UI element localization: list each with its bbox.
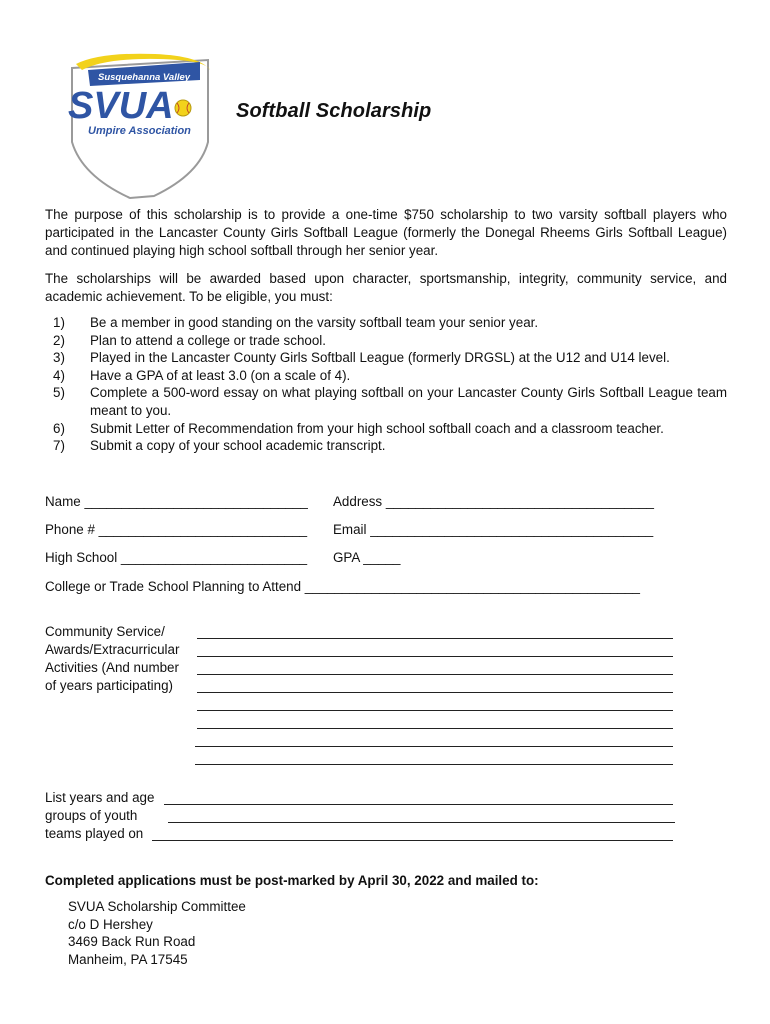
label-line: Community Service/ [45,624,165,639]
community-service-line[interactable] [197,728,673,729]
list-item-text: Complete a 500-word essay on what playing softball on your Lancaster County Girls Softball League team meant to you. [90,385,727,418]
list-item-text: Plan to attend a college or trade school. [90,332,326,348]
list-item [45,349,727,367]
address-line: Manheim, PA 17545 [68,951,188,967]
list-item-number: 3) [53,350,65,366]
criteria-paragraph: The scholarships will be awarded based upon character, sportsmanship, integrity, community service, and academic achievement. To be eligible, you must: [45,271,727,304]
list-item-number: 4) [53,367,65,383]
label-line: List years and age [45,790,155,805]
purpose-paragraph: The purpose of this scholarship is to provide a one-time $750 scholarship to two varsity softball players who participated in the Lancaster County Girls Softball League (formerly the Donegal Rheems Girls Softball League) and continued playing high school softball through her senior year. [45,207,727,258]
page-title: Softball Scholarship [236,100,432,122]
mailing-address [68,898,246,968]
list-item [45,367,727,385]
address-line: c/o D Hershey [68,916,153,932]
list-item-text: Submit Letter of Recommendation from your high school softball coach and a classroom teacher. [90,420,664,436]
svua-logo [60,50,216,200]
requirements-list [45,314,727,455]
logo-top-text: Susquehanna Valley [98,72,191,83]
logo-main-text: SVUA [68,85,174,127]
address-field[interactable]: Address ____________________________________ [333,494,654,509]
softball-icon [175,100,191,116]
youth-teams-label [45,789,154,843]
list-item [45,420,727,438]
email-field[interactable]: Email ______________________________________ [333,522,654,537]
youth-teams-line[interactable] [164,804,673,805]
community-service-line[interactable] [195,764,673,765]
label-line: groups of youth [45,808,138,823]
list-item-text: Have a GPA of at least 3.0 (on a scale of 4). [90,367,351,383]
community-service-line[interactable] [197,692,673,693]
community-service-label [45,623,179,695]
community-service-line[interactable] [197,638,673,639]
list-item [45,437,727,455]
phone-field[interactable]: Phone # ____________________________ [45,522,308,537]
list-item [45,384,727,419]
community-service-line[interactable] [195,746,673,747]
list-item-number: 2) [53,332,65,348]
label-line: teams played on [45,826,144,841]
list-item-text: Submit a copy of your school academic transcript. [90,438,386,454]
community-service-line[interactable] [197,674,673,675]
label-line: Activities (And number [45,660,179,675]
label-line: of years participating) [45,678,174,693]
list-item-number: 6) [53,420,65,436]
list-item [45,332,727,350]
address-line: 3469 Back Run Road [68,934,196,950]
youth-teams-line[interactable] [152,840,673,841]
label-line: Awards/Extracurricular [45,642,180,657]
youth-teams-line[interactable] [168,822,675,823]
college-field[interactable]: College or Trade School Planning to Attend _____________________________________________ [45,579,640,594]
list-item-number: 5) [53,385,65,401]
address-line: SVUA Scholarship Committee [68,899,246,914]
list-item-number: 1) [53,315,65,330]
list-item-text: Played in the Lancaster County Girls Softball League (formerly DRGSL) at the U12 and U14 level. [90,350,670,366]
name-field[interactable]: Name ______________________________ [45,494,308,509]
deadline-notice: Completed applications must be post-marked by April 30, 2022 and mailed to: [45,873,539,888]
gpa-field[interactable]: GPA _____ [333,550,401,565]
list-item [45,314,727,332]
list-item-text: Be a member in good standing on the varsity softball team your senior year. [90,315,539,330]
community-service-line[interactable] [197,710,673,711]
list-item-number: 7) [53,438,65,454]
high-school-field[interactable]: High School _________________________ [45,550,308,565]
logo-bottom-text: Umpire Association [88,125,191,137]
community-service-line[interactable] [197,656,673,657]
